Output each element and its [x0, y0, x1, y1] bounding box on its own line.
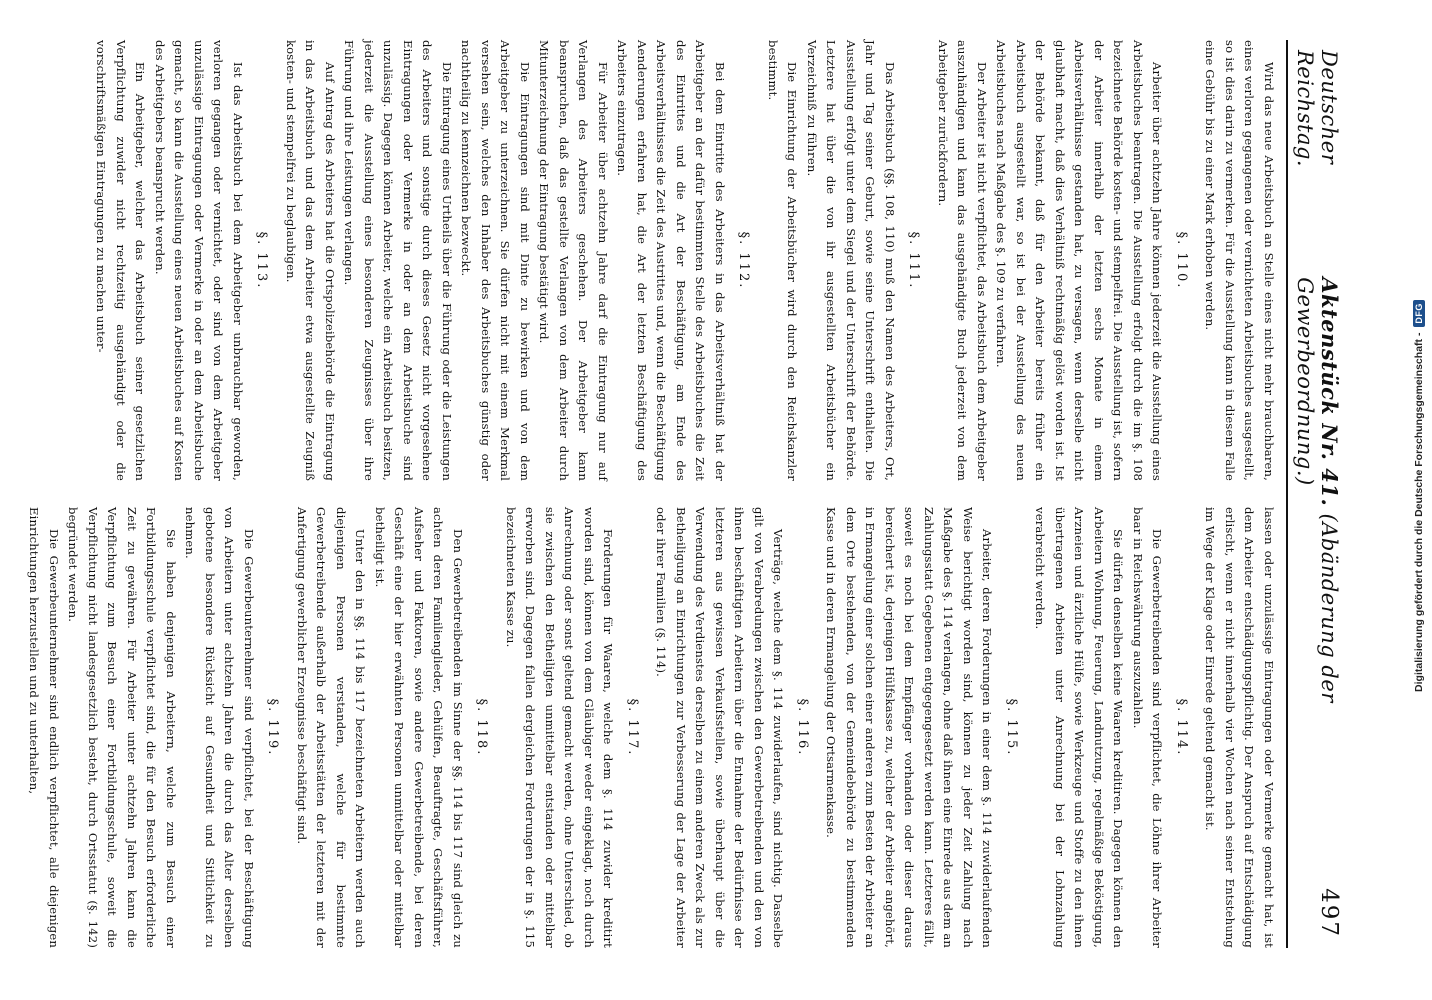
section-heading: §. 112.: [736, 231, 752, 290]
paragraph: Die Gewerbetreibenden sind verpflichtet, die Löhne ihrer Arbeiter baar in Reichswährung auszuzahlen.: [1131, 507, 1165, 948]
funding-credit: Digitalisierung gefördert durch die Deutsche Forschungsgemeinschaft -: [1413, 332, 1425, 692]
right-column: [27, 507, 1278, 948]
paragraph: Bei dem Eintritte des Arbeiters in das Arbeitsverhältniß hat der Arbeitgeber an der dafür bestimmten Stelle des Arbeitsbuches die Zeit des Eintrittes und die Art der Beschäftigung, am Ende des Arbeitsverhältnisses die Zeit des Austrittes und, wenn die Beschäftigung Aenderungen erfahren hat, die Art der letzten Beschäftigung des Arbeiters einzutragen.: [615, 40, 727, 481]
header-rule: [1286, 40, 1288, 948]
paragraph: Arbeiter über achtzehn Jahre können jederzeit die Ausstellung eines Arbeitsbuches beantragen. Die Ausstellung erfolgt durch die im §. 108 bezeichnete Behörde kosten- und stempelfrei. Die Ausstellung ist, sofern der Arbeiter innerhalb der letzten sechs Monate in einem Arbeitsverhältnisse gestanden hat, zu versagen, wenn derselbe nicht glaubhaft macht, daß dies Verhältniß rechtmäßig gelöst worden ist. Ist der Behörde bekannt, daß für den Arbeiter bereits früher ein Arbeitsbuch ausgestellt war, so ist bei der Ausstellung des neuen Arbeitsbuches nach Maßgabe des §. 109 zu verfahren.: [994, 40, 1165, 481]
text-columns: [27, 40, 1278, 948]
paragraph: Forderungen für Waaren, welche dem §. 114 zuwider kreditirt worden sind, können von dem Gläubiger weder eingeklagt, noch durch Anrechnung oder sonst geltend gemacht werden, ohne Unterschied, ob sie zwischen den Betheiligten unmittelbar entstanden oder mittelbar erworben sind. Dagegen fallen dergleichen Forderungen der in §. 115 bezeichneten Kasse zu.: [504, 507, 616, 948]
page-number: 497: [1316, 888, 1342, 938]
section-heading: §. 116.: [795, 698, 810, 757]
paragraph: Die Eintragungen sind mit Dinte zu bewirken und von dem Arbeitgeber zu unterzeichnen. Sie dürfen nicht mit einem Merkmal versehen sein, welches den Inhaber des Arbeitsbuches günstig oder nachtheilig zu kennzeichnen bezweckt.: [459, 40, 532, 481]
paragraph: Wird das neue Arbeitsbuch an Stelle eines nicht mehr brauchbaren, eines verloren gegangenen oder vernichteten Arbeitsbuches ausgestellt, so ist dies darin zu vermerken. Für die Ausstellung kann in diesem Falle eine Gebühr bis zu einer Mark erhoben werden.: [1203, 40, 1276, 481]
paragraph: Den Gewerbetreibenden im Sinne der §§. 114 bis 117 sind gleich zu achten deren Familienglieder, Gehülfen, Beauftragte, Geschäftsführer, Aufseher und Faktoren, sowie andere Gewerbetreibende, bei deren Geschäft eine der hier erwähnten Personen unmittelbar oder mittelbar betheiligt ist.: [373, 507, 465, 948]
header-subtitle: (Abänderung der Gewerbeordnung.): [1293, 277, 1341, 703]
paragraph: Die Gewerbeunternehmer sind verpflichtet, bei der Beschäftigung von Arbeitern unter achtzehn Jahren die durch das Alter derselben gebotene besondere Rücksicht auf Gesundheit und Sittlichkeit zu nehmen.: [183, 507, 256, 948]
section-heading: §. 110.: [1174, 231, 1189, 290]
section-heading: §. 113.: [254, 231, 270, 290]
paragraph: Ein Arbeitgeber, welcher das Arbeitsbuch seiner gesetzlichen Verpflichtung zuwider nicht rechtzeitig ausgehändigt oder die vorschriftsmäßigen Eintragungen zu machen unter-: [94, 40, 148, 481]
section-heading: §. 115.: [1004, 698, 1019, 757]
paragraph: Die Eintragung eines Urtheils über die Führung oder die Leistungen des Arbeiters und sonstige durch dieses Gesetz nicht vorgesehene Eintragungen oder Vermerke in oder an dem Arbeitsbuche sind unzulässig. Dagegen können Arbeiter, welche ein Arbeitsbuch besitzen, jederzeit die Ausstellung eines besonderen Zeugnisses über ihre Führung und ihre Leistungen verlangen.: [342, 40, 454, 481]
dfg-logo: DFG: [1413, 300, 1425, 327]
paragraph: Der Arbeiter ist nicht verpflichtet, das Arbeitsbuch dem Arbeitgeber auszuhändigen und kann das ausgehändigte Buch jederzeit von dem Arbeitgeber zurückfordern.: [936, 40, 989, 481]
paragraph: Verträge, welche dem §. 114 zuwiderlaufen, sind nichtig. Dasselbe gilt von Verabredungen zwischen den Gewerbetreibenden und den von ihnen beschäftigten Arbeitern über die Entnahme der Bedürfnisse der letzteren aus gewissen Verkaufsstellen, sowie überhaupt über die Verwendung des Verdienstes derselben zu einem anderen Zweck als zur Betheiligung an Einrichtungen zur Verbesserung der Lage der Arbeiter oder ihrer Familien (§. 114).: [654, 507, 786, 948]
header-journal: Deutscher Reichstag.: [1293, 50, 1341, 168]
section-heading: §. 111.: [906, 231, 922, 290]
paragraph: Ist das Arbeitsbuch bei dem Arbeitgeber unbrauchbar geworden, verloren gegangen oder vernichtet, oder sind von dem Arbeitgeber unzulässige Eintragungen oder Vermerke in oder an dem Arbeitsbuche gemacht, so kann die Ausstellung eines neuen Arbeitsbuches auf Kosten des Arbeitgebers beansprucht werden.: [153, 40, 245, 481]
section-heading: §. 117.: [625, 698, 640, 757]
paragraph: Sie dürfen denselben keine Waaren kreditiren. Dagegen können den Arbeitern Wohnung, Feuerung, Landnutzung, regelmäßige Beköstigung, Arzneien und ärztliche Hülfe, sowie Werkzeuge und Stoffe zu den ihnen übertragenen Arbeiten unter Anrechnung bei der Lohnzahlung verabreicht werden.: [1033, 507, 1126, 948]
page-header: [1288, 40, 1342, 948]
section-heading: §. 119.: [265, 698, 281, 757]
left-column: [38, 40, 1278, 481]
digitization-sidebar: [1408, 6, 1430, 986]
paragraph: Die Gewerbeunternehmer sind endlich verpflichtet, alle diejenigen Einrichtungen herzustellen und zu unterhalten,: [27, 507, 61, 948]
header-title: [1293, 277, 1342, 888]
header-doc-number: Aktenstück Nr. 41.: [1317, 277, 1342, 507]
paragraph: Für Arbeiter über achtzehn Jahre darf die Eintragung nur auf Verlangen des Arbeiters geschehen. Der Arbeitgeber kann beanspruchen, daß das gestellte Verlangen von dem Arbeiter durch Mitunterzeichnung der Eintragung bestätigt wird.: [537, 40, 610, 481]
paragraph: Unter den in §§. 114 bis 117 bezeichneten Arbeitern werden auch diejenigen Personen verstanden, welche für bestimmte Gewerbetreibende außerhalb der Arbeitsstätten der letzteren mit der Anfertigung gewerblicher Erzeugnisse beschäftigt sind.: [295, 507, 368, 948]
paragraph: lassen oder unzulässige Eintragungen oder Vermerke gemacht hat, ist dem Arbeiter entschädigungspflichtig. Der Anspruch auf Entschädigung erlischt, wenn er nicht innerhalb vier Wochen nach seiner Entstehung im Wege der Klage oder Einrede geltend gemacht ist.: [1203, 507, 1276, 948]
paragraph: Arbeiter, deren Forderungen in einer dem §. 114 zuwiderlaufenden Weise berichtigt worden sind, können zu jeder Zeit Zahlung nach Maßgabe des §. 114 verlangen, ohne daß ihnen eine Einrede aus dem an Zahlungsstatt Gegebenen entgegengesetzt werden kann. Letzteres fällt, soweit es noch bei dem Empfänger vorhanden oder dieser daraus bereichert ist, derjenigen Hülfskasse zu, welcher der Arbeiter angehört, in Ermangelung einer solchen einer anderen zum Besten der Arbeiter an dem Orte bestehenden, von der Gemeindebehörde zu bestimmenden Kasse und in deren Ermangelung der Ortsarmenkasse.: [824, 507, 995, 948]
section-heading: §. 114.: [1174, 698, 1189, 757]
section-heading: §. 118.: [474, 698, 490, 757]
paragraph: Sie haben denjenigen Arbeitern, welche zum Besuch einer Fortbildungsschule verpflichtet sind, die für den Besuch erforderliche Zeit zu gewähren. Für Arbeiter unter achtzehn Jahren kann die Verpflichtung zum Besuch einer Fortbildungsschule, soweit die Verpflichtung nicht landesgesetzlich besteht, durch Ortsstatut (§. 142) begründet werden.: [66, 507, 178, 948]
paragraph: Das Arbeitsbuch (§§. 108, 110) muß den Namen des Arbeiters, Ort, Jahr und Tag seiner Geburt, sowie seine Unterschrift enthalten. Die Ausstellung erfolgt unter dem Siegel und der Unterschrift der Behörde. Letztere hat über die von ihr ausgestellten Arbeitsbücher ein Verzeichniß zu führen.: [805, 40, 897, 481]
paragraph: Auf Antrag des Arbeiters hat die Ortspolizeibehörde die Eintragung in das Arbeitsbuch und das dem Arbeiter etwa ausgestellte Zeugniß kosten- und stempelfrei zu beglaubigen.: [284, 40, 337, 481]
paragraph: Die Einrichtung der Arbeitsbücher wird durch den Reichskanzler bestimmt.: [766, 40, 800, 481]
